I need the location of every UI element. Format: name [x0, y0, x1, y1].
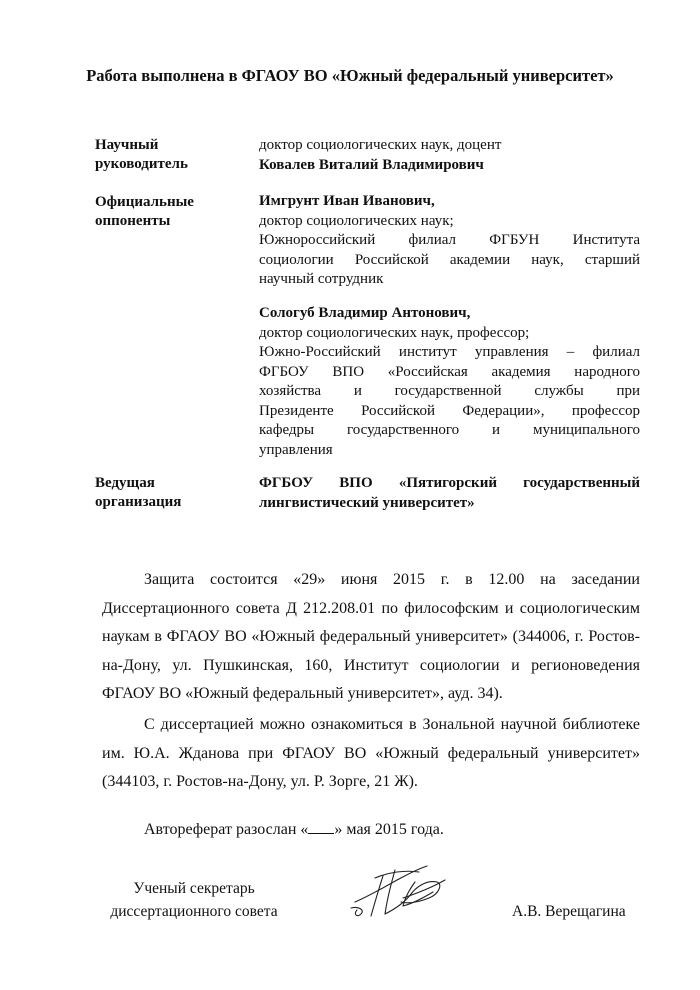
opponents-label-line1: Официальные — [95, 194, 194, 210]
distribution-line — [102, 816, 640, 845]
opponent-affiliation-line: кафедры государственного и муниципального — [259, 422, 640, 438]
secretary-title-line2: диссертационного совета — [110, 903, 278, 920]
secretary-title — [94, 877, 294, 923]
secretary-title-line1: Ученый секретарь — [133, 880, 255, 897]
opponent-degree: доктор социологических наук, профессор; — [259, 324, 530, 341]
supervisor-degree: доктор социологических наук, доцент — [259, 137, 502, 153]
opponent-2 — [259, 304, 640, 460]
library-paragraph: С диссертацией можно ознакомиться в Зональной научной библиотеке им. Ю.А. Жданова при ФГАОУ ВО «Южный федеральный университет» (344103, г. Ростов-на-Дону, ул. Р. Зорге, 21 Ж). — [102, 715, 640, 791]
defense-paragraph: Защита состоится «29» июня 2015 г. в 12.00 на заседании Диссертационного совета Д 212.208.01 по философским и социологическим наукам в ФГАОУ ВО «Южный федеральный университет» (344006, г. Ростов-на-Дону, ул. Пушкинская, 160, Институт социологии и регионоведения ФГАОУ ВО «Южный федеральный университет», ауд. 34). — [102, 571, 640, 703]
leading-org-label-line2: организация — [95, 494, 182, 510]
opponent-affiliation-line: управления — [259, 441, 333, 458]
supervisor-label-line2: руководитель — [95, 156, 188, 172]
opponent-affiliation-line: научный сотрудник — [259, 271, 384, 287]
supervisor-label-line1: Научный — [95, 137, 159, 153]
opponent-affiliation-line: Южнороссийский филиал ФГБУН Института — [259, 232, 640, 248]
supervisor-name: Ковалев Виталий Владимирович — [259, 156, 484, 173]
leading-org-name — [259, 474, 640, 513]
leading-org-label-line1: Ведущая — [95, 475, 155, 491]
opponents-label — [95, 193, 245, 231]
opponent-affiliation-line: социологии Российской академии наук, старший — [259, 251, 640, 268]
distribution-prefix: Автореферат разослан « — [144, 820, 309, 838]
opponent-affiliation-line: Южно-Российский институт управления – филиал — [259, 344, 640, 360]
distribution-suffix: » мая 2015 года. — [334, 820, 444, 838]
date-blank — [308, 819, 334, 834]
opponent-degree: доктор социологических наук; — [259, 212, 454, 229]
opponent-affiliation-line: Президенте Российской Федерации», профессор — [259, 402, 640, 419]
supervisor-label — [95, 136, 245, 174]
defense-section — [102, 566, 640, 844]
page-title: Работа выполнена в ФГАОУ ВО «Южный федеральный университет» — [86, 66, 614, 85]
supervisor-info — [259, 136, 640, 175]
leading-org-label — [95, 474, 245, 512]
opponent-name: Сологуб Владимир Антонович, — [259, 305, 471, 321]
opponent-affiliation-line: хозяйства и государственной службы при — [259, 383, 640, 399]
opponent-1 — [259, 192, 640, 290]
leading-org-line2: лингвистический университет» — [259, 494, 475, 511]
opponents-label-line2: оппоненты — [95, 213, 171, 229]
secretary-name: А.В. Верещагина — [512, 903, 626, 920]
leading-org-line1: ФГБОУ ВПО «Пятигорский государственный — [259, 475, 640, 491]
opponent-name: Имгрунт Иван Иванович, — [259, 193, 435, 209]
handwritten-signature — [345, 858, 460, 923]
opponent-affiliation-line: ФГБОУ ВПО «Российская академия народного — [259, 363, 640, 380]
